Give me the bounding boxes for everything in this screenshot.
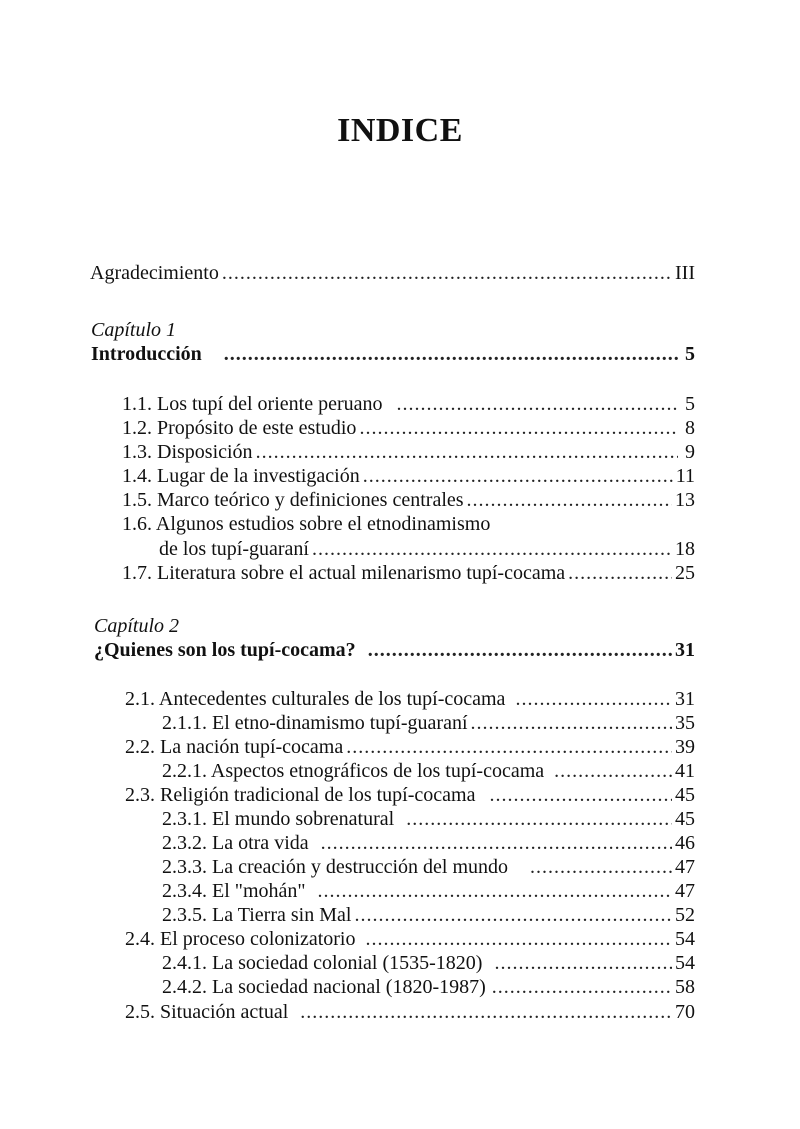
dot-leader (568, 561, 672, 585)
toc-entry-page: 58 (675, 976, 695, 998)
toc-entry-2-4-2[interactable] (162, 975, 695, 999)
chapter-2-title-entry[interactable] (94, 638, 695, 662)
dot-leader (359, 416, 678, 440)
section-title: El proceso colonizatorio (160, 928, 356, 950)
toc-entry-label (125, 735, 343, 759)
toc-entry-1-3[interactable] (122, 440, 695, 464)
section-number: 2.4.2. (162, 976, 207, 998)
section-title: El etno-dinamismo tupí-guaraní (212, 712, 468, 734)
toc-entry-page: 70 (675, 1001, 695, 1023)
toc-entry-1-7[interactable] (122, 561, 695, 585)
toc-entry-page: 47 (675, 880, 695, 902)
dot-leader (363, 464, 673, 488)
toc-entry-2-3-5[interactable] (162, 903, 695, 927)
dot-leader (321, 831, 672, 855)
dot-leader (471, 711, 673, 735)
toc-entry-page: 13 (675, 489, 695, 511)
section-title: Antecedentes culturales de los tupí-cocama (158, 688, 506, 710)
dot-leader (366, 927, 673, 951)
toc-entry-2-4[interactable] (125, 927, 695, 951)
toc-entry-label (122, 464, 360, 488)
toc-entry-label (125, 1000, 288, 1024)
toc-entry-2-4-1[interactable] (162, 951, 695, 975)
toc-entry-label (125, 687, 505, 711)
toc-entry-page: 8 (685, 417, 695, 439)
toc-entry-page: 39 (675, 736, 695, 758)
toc-entry-page: 5 (685, 343, 695, 365)
section-title: La creación y destrucción del mundo (212, 856, 508, 878)
section-number: 1.7. (122, 562, 152, 584)
dot-leader (346, 735, 672, 759)
chapter-2-heading: Capítulo 2 (94, 615, 180, 637)
toc-entry-page: 45 (675, 784, 695, 806)
toc-entry-1-5[interactable] (122, 488, 695, 512)
section-number: 1.1. (122, 393, 152, 415)
page-title: INDICE (337, 112, 463, 149)
toc-entry-2-3-4[interactable] (162, 879, 695, 903)
toc-entry-page: 25 (675, 562, 695, 584)
dot-leader (256, 440, 678, 464)
dot-leader (397, 392, 679, 416)
section-title: Los tupí del oriente peruano (157, 393, 383, 415)
toc-entry-2-2[interactable] (125, 735, 695, 759)
toc-entry-page: 46 (675, 832, 695, 854)
toc-entry-page: 54 (675, 952, 695, 974)
toc-entry-label (122, 561, 565, 585)
toc-entry-page: 18 (675, 538, 695, 560)
toc-entry-label (122, 440, 253, 464)
section-title: La otra vida (212, 832, 309, 854)
toc-entry-page: 9 (685, 441, 695, 463)
toc-entry-label (125, 783, 475, 807)
chapter-1-heading: Capítulo 1 (91, 319, 177, 341)
toc-entry-label (162, 831, 309, 855)
toc-entry-label (162, 975, 486, 999)
toc-entry-2-3-1[interactable] (162, 807, 695, 831)
toc-entry-label (162, 879, 306, 903)
toc-entry-2-2-1[interactable] (162, 759, 695, 783)
dot-leader (467, 488, 672, 512)
toc-entry-1-1[interactable] (122, 392, 695, 416)
section-number: 2.2. (125, 736, 155, 758)
section-title: Literatura sobre el actual milenarismo tupí-cocama (157, 562, 566, 584)
section-title: Propósito de este estudio (157, 417, 357, 439)
section-title: La nación tupí-cocama (160, 736, 344, 758)
toc-entry-label: de los tupí-guaraní (159, 538, 309, 560)
toc-entry-page: 5 (685, 393, 695, 415)
section-number: 2.5. (125, 1001, 155, 1023)
toc-entry-page: 31 (675, 688, 695, 710)
toc-entry-1-2[interactable] (122, 416, 695, 440)
dot-leader (489, 783, 672, 807)
toc-entry-label (122, 416, 356, 440)
dot-leader (300, 1000, 672, 1024)
toc-entry-label: ¿Quienes son los tupí-cocama? (94, 639, 356, 661)
section-title: La sociedad colonial (1535-1820) (212, 952, 483, 974)
toc-entry-2-3-2[interactable] (162, 831, 695, 855)
section-title: Aspectos etnográficos de los tupí-cocama (210, 760, 545, 782)
section-number: 1.4. (122, 465, 152, 487)
toc-entry-2-5[interactable] (125, 1000, 695, 1024)
dot-leader (222, 261, 672, 285)
dot-leader (312, 537, 672, 561)
toc-entry-page: 11 (675, 465, 695, 487)
section-title: El "mohán" (212, 880, 306, 902)
section-title: Algunos estudios sobre el etnodinamismo (155, 513, 491, 535)
section-number: 2.3.1. (162, 808, 207, 830)
toc-entry-label (125, 927, 356, 951)
toc-entry-label (162, 711, 468, 735)
dot-leader (318, 879, 672, 903)
section-title: La Tierra sin Mal (212, 904, 352, 926)
chapter-1-title-entry[interactable] (91, 342, 695, 366)
toc-entry-page: 31 (675, 639, 695, 661)
toc-entry-page: 41 (675, 760, 695, 782)
toc-entry-label (162, 855, 508, 879)
section-number: 2.2.1. (162, 760, 207, 782)
dot-leader (515, 687, 672, 711)
section-title: La sociedad nacional (1820-1987) (212, 976, 486, 998)
toc-entry-page: 47 (675, 856, 695, 878)
section-number: 2.3.2. (162, 832, 207, 854)
toc-entry-1-6-first-line[interactable] (122, 512, 490, 536)
section-number: 2.4. (125, 928, 155, 950)
section-number: 1.3. (122, 441, 152, 463)
dot-leader (224, 342, 678, 366)
section-number: 2.1.1. (162, 712, 207, 734)
dot-leader (406, 807, 672, 831)
toc-entry-page: 45 (675, 808, 695, 830)
toc-entry-page: 54 (675, 928, 695, 950)
toc-entry-2-3-3[interactable] (162, 855, 695, 879)
toc-entry-label (122, 392, 383, 416)
section-title: Marco teórico y definiciones centrales (157, 489, 464, 511)
toc-entry-label (162, 807, 394, 831)
section-title: Religión tradicional de los tupí-cocama (160, 784, 476, 806)
dot-leader (554, 759, 672, 783)
section-number: 1.2. (122, 417, 152, 439)
toc-entry-label (162, 903, 351, 927)
section-number: 2.3.3. (162, 856, 207, 878)
dot-leader (492, 975, 672, 999)
section-number: 2.1. (125, 688, 155, 710)
section-number: 2.3.5. (162, 904, 207, 926)
dot-leader (494, 951, 672, 975)
toc-entry-label (122, 488, 464, 512)
dot-leader (368, 638, 672, 662)
toc-entry-2-3[interactable] (125, 783, 695, 807)
section-title: Situación actual (160, 1001, 289, 1023)
toc-entry-2-1[interactable] (125, 687, 695, 711)
toc-entry-page: 52 (675, 904, 695, 926)
dot-leader (530, 855, 672, 879)
toc-entry-page: 35 (675, 712, 695, 734)
section-number: 1.5. (122, 489, 152, 511)
toc-entry-1-4[interactable] (122, 464, 695, 488)
toc-entry-1-6[interactable] (159, 537, 695, 561)
section-number: 1.6. (122, 513, 152, 535)
toc-entry-label: Agradecimiento (90, 262, 219, 284)
toc-entry-label: Introducción (91, 343, 202, 365)
dot-leader (354, 903, 672, 927)
toc-entry-label (162, 759, 544, 783)
section-number: 2.4.1. (162, 952, 207, 974)
toc-entry-label (162, 951, 482, 975)
toc-entry-2-1-1[interactable] (162, 711, 695, 735)
toc-entry-page: III (675, 262, 695, 284)
section-number: 2.3. (125, 784, 155, 806)
section-title: Disposición (157, 441, 253, 463)
section-number: 2.3.4. (162, 880, 207, 902)
section-title: El mundo sobrenatural (212, 808, 395, 830)
section-title: Lugar de la investigación (157, 465, 360, 487)
toc-entry-agradecimiento[interactable] (90, 261, 695, 285)
